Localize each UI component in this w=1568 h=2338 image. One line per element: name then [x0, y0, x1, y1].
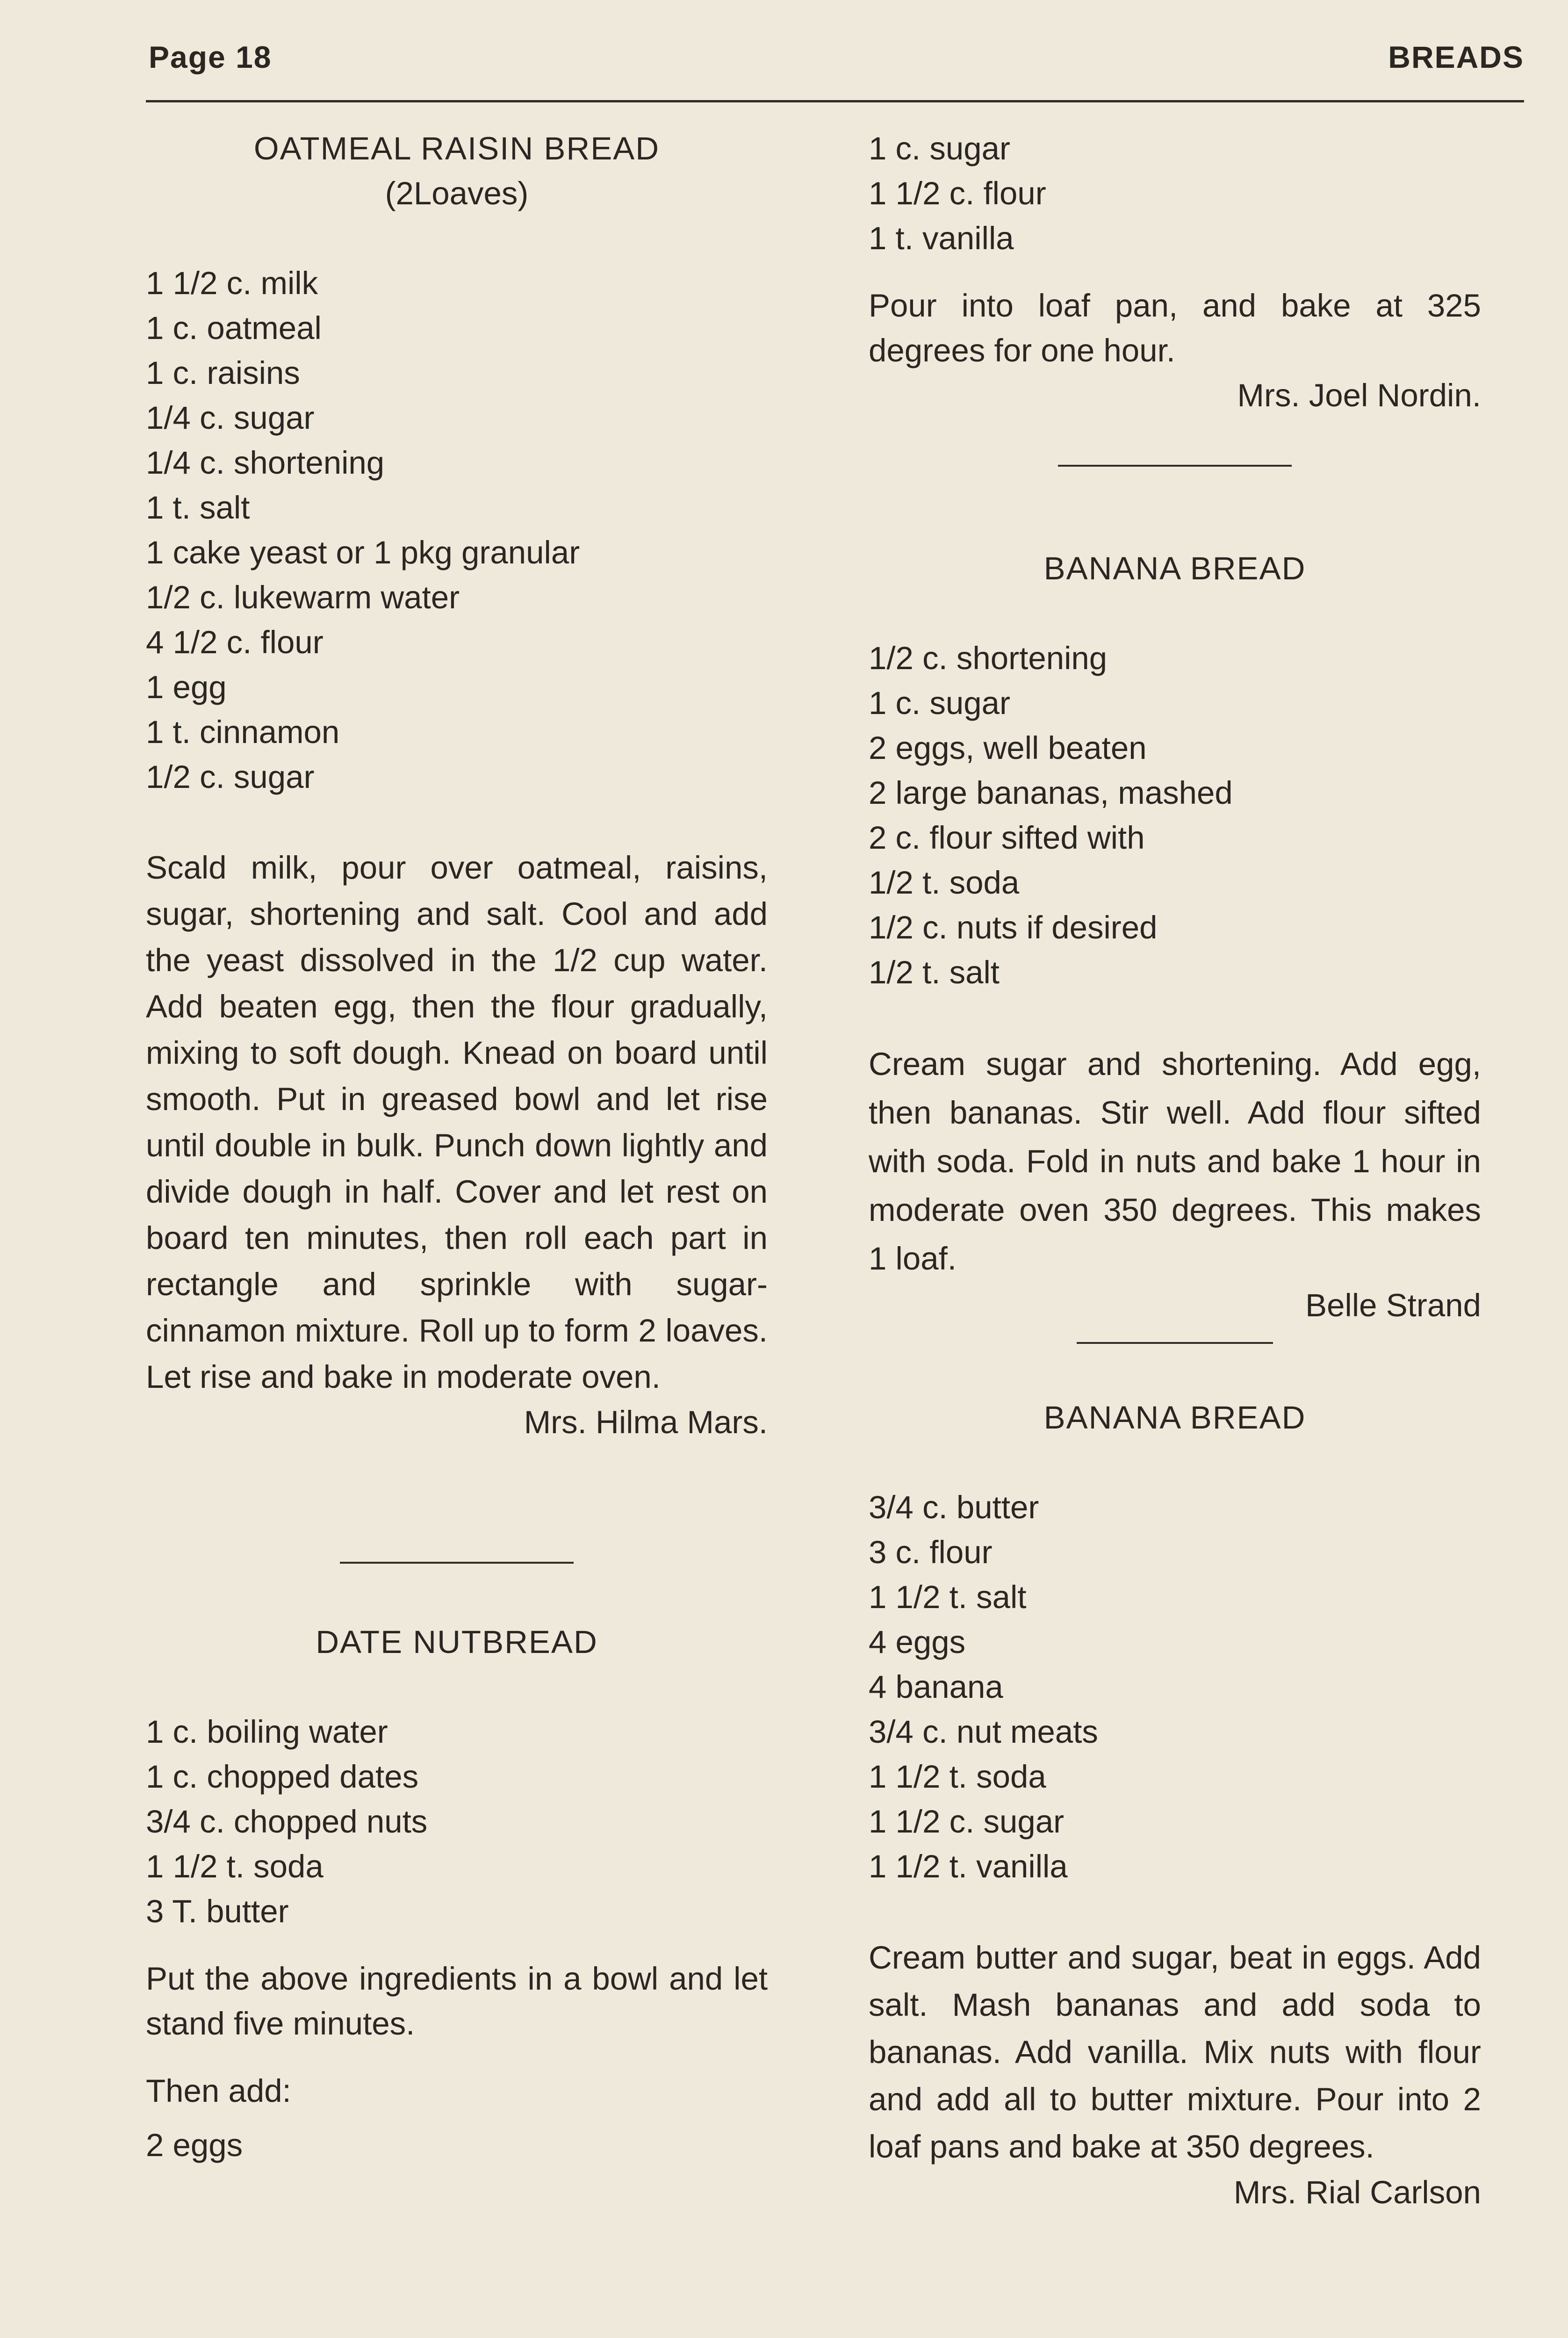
page-number: Page 18: [149, 40, 272, 74]
ingredient: 1 c. oatmeal: [146, 310, 322, 346]
ingredient: 3 T. butter: [146, 1893, 289, 1929]
ingredient: 2 c. flour sifted with: [869, 820, 1145, 856]
ingredient: 1 c. sugar: [869, 685, 1010, 721]
recipe-title: BANANA BREAD: [1043, 1400, 1306, 1436]
header-divider: [146, 100, 1524, 102]
recipe-author: Belle Strand: [1305, 1287, 1481, 1323]
recipe-banana-bread-1: [869, 546, 1481, 1328]
ingredient: 3/4 c. butter: [869, 1489, 1039, 1525]
recipe-subtitle: (2Loaves): [385, 175, 529, 211]
recipe-author: Mrs. Rial Carlson: [1233, 2174, 1481, 2210]
recipe-directions: Put the above ingredients in a bowl and let stand five minutes.: [146, 1961, 768, 2042]
recipe-date-nutbread: [146, 1620, 768, 2168]
ingredient: 1 c. chopped dates: [146, 1759, 419, 1795]
ingredient: 3 c. flour: [869, 1534, 993, 1570]
ingredient: 3/4 c. chopped nuts: [146, 1804, 428, 1840]
ingredient: 2 eggs: [146, 2127, 243, 2163]
ingredient: 1 c. sugar: [869, 130, 1010, 166]
ingredient: 1 1/2 t. salt: [869, 1579, 1027, 1615]
page-header: [146, 34, 1524, 85]
ingredient-list: [869, 126, 1481, 261]
right-column: [869, 126, 1481, 2215]
ingredient: 1/2 c. sugar: [146, 759, 315, 795]
ingredient-list: [869, 1485, 1481, 1889]
ingredient-list: [146, 1710, 768, 1934]
recipe-directions: Pour into loaf pan, and bake at 325 degrees for one hour.: [869, 288, 1481, 368]
recipe-title: OATMEAL RAISIN BREAD: [253, 130, 660, 166]
ingredient: 1 c. raisins: [146, 355, 300, 391]
ingredient: 1 1/2 c. milk: [146, 265, 318, 301]
ingredient: 1 t. vanilla: [869, 220, 1014, 256]
ingredient: 1/4 c. shortening: [146, 445, 385, 481]
ingredient: 4 banana: [869, 1669, 1003, 1705]
left-column: [146, 126, 768, 2168]
recipe-directions: Cream sugar and shortening. Add egg, then bananas. Stir well. Add flour sifted with soda. Fold in nuts and bake 1 hour in moderate oven 350 degrees. This makes 1 loaf.: [869, 1046, 1481, 1277]
ingredient: 1 1/2 c. flour: [869, 175, 1046, 211]
ingredient: 1 c. boiling water: [146, 1714, 388, 1750]
ingredient-list: [869, 636, 1481, 995]
recipe-directions: Cream butter and sugar, beat in eggs. Add salt. Mash bananas and add soda to bananas. Add vanilla. Mix nuts with flour and add all to butter mixture. Pour into 2 loaf pans and bake at 350 degrees.: [869, 1940, 1481, 2165]
ingredient-list: [146, 261, 768, 800]
ingredient: 2 large bananas, mashed: [869, 775, 1233, 811]
ingredient: 1/2 c. shortening: [869, 640, 1108, 676]
ingredient: 1 cake yeast or 1 pkg granular: [146, 534, 580, 570]
recipe-date-nutbread-continued: [869, 126, 1481, 418]
recipe-banana-bread-2: [869, 1395, 1481, 2215]
ingredient: 1/2 t. salt: [869, 954, 1000, 990]
ingredient: 1 1/2 t. soda: [146, 1848, 324, 1884]
recipe-directions: Scald milk, pour over oatmeal, raisins, sugar, shortening and salt. Cool and add the yeast dissolved in the 1/2 cup water. Add beaten egg, then the flour gradually, mixing to soft dough. Knead on board until smooth. Put in greased bowl and let rise until double in bulk. Punch down lightly and divide dough in half. Cover and let rest on board ten minutes, then roll each part in rectangle and sprinkle with sugar-cinnamon mixture. Roll up to form 2 loaves. Let rise and bake in moderate oven.: [146, 850, 768, 1395]
recipe-author: Mrs. Hilma Mars.: [524, 1404, 768, 1440]
ingredient: 4 1/2 c. flour: [146, 624, 324, 660]
ingredient: 1 t. salt: [146, 490, 250, 526]
section-title: BREADS: [1388, 40, 1524, 74]
ingredient: 1 1/2 c. sugar: [869, 1804, 1065, 1840]
recipe-author: Mrs. Joel Nordin.: [1237, 377, 1481, 413]
recipe-title: BANANA BREAD: [1043, 550, 1306, 586]
then-add-label: Then add:: [146, 2073, 291, 2109]
ingredient: 1 egg: [146, 669, 227, 705]
ingredient: 1/2 c. nuts if desired: [869, 909, 1158, 945]
ingredient: 1 t. cinnamon: [146, 714, 340, 750]
ingredient: 1/2 t. soda: [869, 865, 1020, 901]
recipe-title: DATE NUTBREAD: [316, 1624, 598, 1660]
ingredient: 2 eggs, well beaten: [869, 730, 1147, 766]
recipe-oatmeal-raisin-bread: [146, 126, 768, 1445]
ingredient: 1 1/2 t. vanilla: [869, 1848, 1068, 1884]
ingredient: 4 eggs: [869, 1624, 966, 1660]
ingredient: 3/4 c. nut meats: [869, 1714, 1098, 1750]
ingredient: 1/4 c. sugar: [146, 400, 315, 436]
ingredient: 1 1/2 t. soda: [869, 1759, 1046, 1795]
ingredient: 1/2 c. lukewarm water: [146, 579, 460, 615]
